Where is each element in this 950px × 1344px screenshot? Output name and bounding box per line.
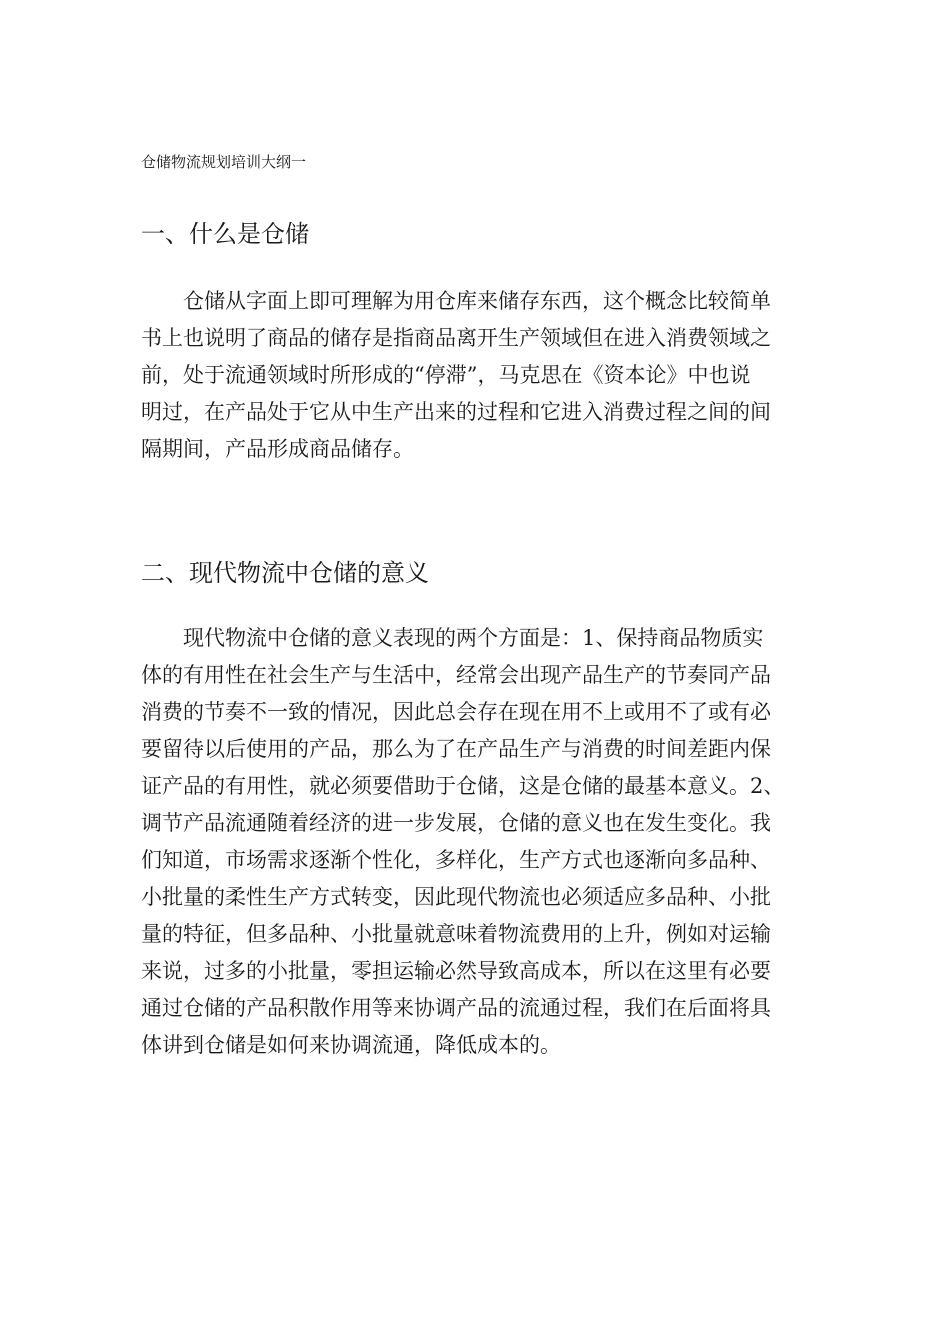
paragraph-line: 来说，过多的小批量，零担运输必然导致高成本，所以在这里有必要 <box>141 959 771 983</box>
section-heading-meaning-of-storage: 二、现代物流中仓储的意义 <box>141 559 429 587</box>
paragraph-line: 要留待以后使用的产品，那么为了在产品生产与消费的时间差距内保 <box>141 737 771 761</box>
section-2-paragraph <box>141 620 821 1064</box>
paragraph-line: 小批量的柔性生产方式转变，因此现代物流也必须适应多品种、小批 <box>141 885 771 909</box>
paragraph-line: 证产品的有用性，就必须要借助于仓储，这是仓储的最基本意义。2、 <box>141 774 785 798</box>
paragraph-line: 前，处于流通领域时所形成的“停滞”，马克思在《资本论》中也说 <box>141 363 751 387</box>
paragraph-line: 隔期间，产品形成商品储存。 <box>141 437 414 461</box>
paragraph-line: 体讲到仓储是如何来协调流通，降低成本的。 <box>141 1033 561 1057</box>
paragraph-line: 通过仓储的产品积散作用等来协调产品的流通过程，我们在后面将具 <box>141 996 771 1020</box>
paragraph-line: 明过，在产品处于它从中生产出来的过程和它进入消费过程之间的间 <box>141 400 771 424</box>
paragraph-line: 仓储从字面上即可理解为用仓库来储存东西，这个概念比较简单 <box>183 289 771 313</box>
paragraph-line: 体的有用性在社会生产与生活中，经常会出现产品生产的节奏同产品 <box>141 663 771 687</box>
section-heading-what-is-storage: 一、什么是仓储 <box>141 220 309 248</box>
paragraph-line: 现代物流中仓储的意义表现的两个方面是：1、保持商品物质实 <box>183 626 764 650</box>
section-1-paragraph <box>141 283 821 468</box>
paragraph-line: 们知道，市场需求逐渐个性化，多样化，生产方式也逐渐向多品种、 <box>141 848 771 872</box>
document-title: 仓储物流规划培训大纲一 <box>141 153 307 171</box>
paragraph-line: 调节产品流通随着经济的进一步发展，仓储的意义也在发生变化。我 <box>141 811 771 835</box>
paragraph-line: 量的特征，但多品种、小批量就意味着物流费用的上升，例如对运输 <box>141 922 771 946</box>
paragraph-line: 书上也说明了商品的储存是指商品离开生产领域但在进入消费领域之 <box>141 326 771 350</box>
paragraph-line: 消费的节奏不一致的情况，因此总会存在现在用不上或用不了或有必 <box>141 700 771 724</box>
